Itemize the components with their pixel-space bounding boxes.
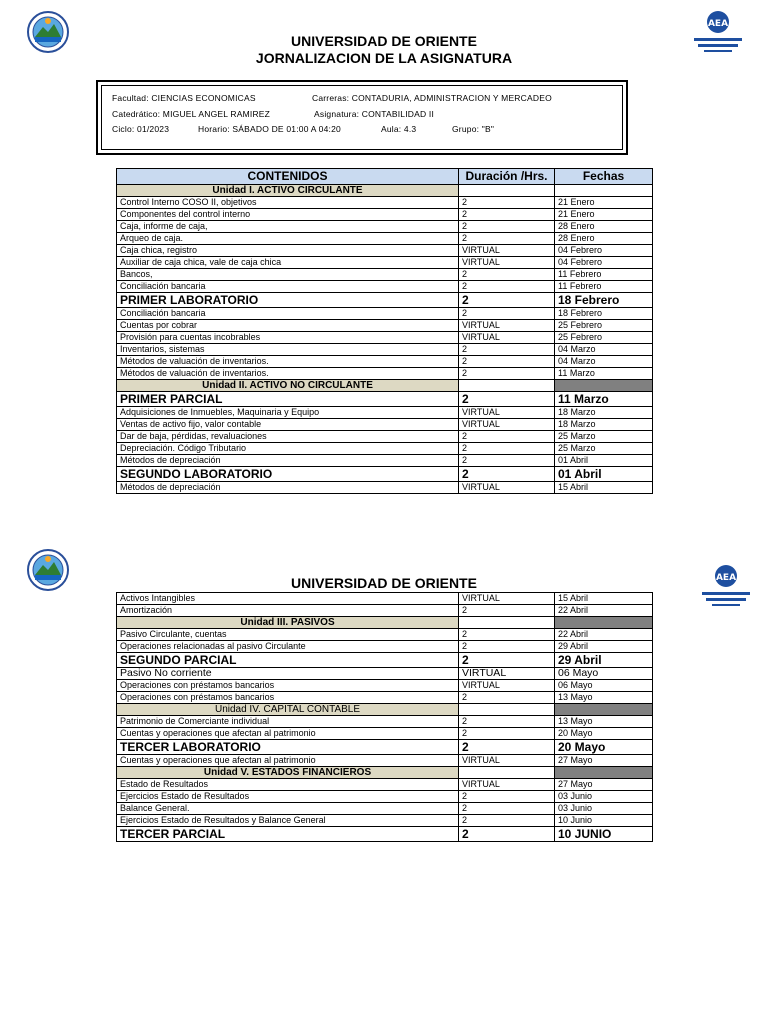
content-cell: TERCER PARCIAL bbox=[117, 827, 459, 842]
evaluation-row bbox=[117, 827, 653, 842]
date-cell: 15 Abril bbox=[555, 593, 653, 605]
date-cell: 25 Marzo bbox=[555, 431, 653, 443]
date-cell: 20 Mayo bbox=[555, 728, 653, 740]
duration-cell: VIRTUAL bbox=[459, 320, 555, 332]
grupo-label: Grupo: "B" bbox=[452, 124, 495, 134]
duration-cell: 2 bbox=[459, 431, 555, 443]
carreras-label: Carreras: CONTADURIA, ADMINISTRACION Y MERCADEO bbox=[312, 93, 552, 103]
date-cell: 01 Abril bbox=[555, 455, 653, 467]
duration-cell: 2 bbox=[459, 368, 555, 380]
content-cell: Unidad V. ESTADOS FINANCIEROS bbox=[117, 767, 459, 779]
aula-label: Aula: 4.3 bbox=[381, 124, 417, 134]
date-cell bbox=[555, 704, 653, 716]
date-cell bbox=[555, 617, 653, 629]
duration-cell: 2 bbox=[459, 641, 555, 653]
duration-cell: 2 bbox=[459, 197, 555, 209]
duration-cell: VIRTUAL bbox=[459, 419, 555, 431]
duration-cell bbox=[459, 185, 555, 197]
date-cell: 18 Marzo bbox=[555, 419, 653, 431]
date-cell: 13 Mayo bbox=[555, 716, 653, 728]
content-cell: Balance General. bbox=[117, 803, 459, 815]
table-row bbox=[117, 668, 653, 680]
evaluation-row bbox=[117, 653, 653, 668]
duration-cell: 2 bbox=[459, 803, 555, 815]
content-cell: Dar de baja, pérdidas, revaluaciones bbox=[117, 431, 459, 443]
header-contenidos: CONTENIDOS bbox=[117, 169, 459, 185]
table-row bbox=[117, 407, 653, 419]
date-cell: 28 Enero bbox=[555, 233, 653, 245]
content-cell: Unidad I. ACTIVO CIRCULANTE bbox=[117, 185, 459, 197]
date-cell: 03 Junio bbox=[555, 791, 653, 803]
unit-header-row bbox=[117, 185, 653, 197]
content-cell: Patrimonio de Comerciante individual bbox=[117, 716, 459, 728]
table-row bbox=[117, 269, 653, 281]
content-cell: Depreciación. Código Tributario bbox=[117, 443, 459, 455]
content-cell: Ejercicios Estado de Resultados y Balance General bbox=[117, 815, 459, 827]
table-row bbox=[117, 308, 653, 320]
duration-cell: 2 bbox=[459, 356, 555, 368]
date-cell: 06 Mayo bbox=[555, 668, 653, 680]
table-row bbox=[117, 803, 653, 815]
content-cell: Amortización bbox=[117, 605, 459, 617]
duration-cell: 2 bbox=[459, 629, 555, 641]
content-cell: SEGUNDO LABORATORIO bbox=[117, 467, 459, 482]
content-cell: Unidad III. PASIVOS bbox=[117, 617, 459, 629]
content-cell: Adquisiciones de Inmuebles, Maquinaria y Equipo bbox=[117, 407, 459, 419]
table-row bbox=[117, 356, 653, 368]
content-cell: Control Interno COSO II, objetivos bbox=[117, 197, 459, 209]
unit-header-row bbox=[117, 704, 653, 716]
date-cell: 11 Marzo bbox=[555, 368, 653, 380]
duration-cell bbox=[459, 380, 555, 392]
content-cell: TERCER LABORATORIO bbox=[117, 740, 459, 755]
duration-cell: 2 bbox=[459, 605, 555, 617]
content-cell: Ejercicios Estado de Resultados bbox=[117, 791, 459, 803]
table-row bbox=[117, 368, 653, 380]
duration-cell: 2 bbox=[459, 692, 555, 704]
date-cell: 18 Marzo bbox=[555, 407, 653, 419]
date-cell: 11 Marzo bbox=[555, 392, 653, 407]
table-row bbox=[117, 431, 653, 443]
duration-cell: 2 bbox=[459, 455, 555, 467]
evaluation-row bbox=[117, 293, 653, 308]
content-cell: Estado de Resultados bbox=[117, 779, 459, 791]
unit-header-row bbox=[117, 617, 653, 629]
table-row bbox=[117, 755, 653, 767]
table-row bbox=[117, 593, 653, 605]
duration-cell: 2 bbox=[459, 653, 555, 668]
duration-cell: VIRTUAL bbox=[459, 332, 555, 344]
date-cell: 25 Marzo bbox=[555, 443, 653, 455]
content-cell: PRIMER LABORATORIO bbox=[117, 293, 459, 308]
duration-cell: 2 bbox=[459, 815, 555, 827]
unit-header-row bbox=[117, 380, 653, 392]
duration-cell: VIRTUAL bbox=[459, 755, 555, 767]
content-cell: Métodos de valuación de inventarios. bbox=[117, 356, 459, 368]
date-cell: 20 Mayo bbox=[555, 740, 653, 755]
content-cell: Métodos de depreciación bbox=[117, 455, 459, 467]
table-row bbox=[117, 680, 653, 692]
date-cell bbox=[555, 767, 653, 779]
table-row bbox=[117, 455, 653, 467]
date-cell: 03 Junio bbox=[555, 803, 653, 815]
date-cell: 25 Febrero bbox=[555, 320, 653, 332]
content-cell: Conciliación bancaria bbox=[117, 281, 459, 293]
content-cell: Caja, informe de caja, bbox=[117, 221, 459, 233]
duration-cell: 2 bbox=[459, 209, 555, 221]
date-cell: 15 Abril bbox=[555, 482, 653, 494]
document-title: JORNALIZACION DE LA ASIGNATURA bbox=[255, 50, 513, 66]
svg-text:AEA: AEA bbox=[715, 573, 737, 583]
date-cell bbox=[555, 185, 653, 197]
evaluation-row bbox=[117, 740, 653, 755]
catedratico-label: Catedrático: MIGUEL ANGEL RAMIREZ bbox=[112, 109, 271, 119]
facultad-label: Facultad: CIENCIAS ECONOMICAS bbox=[112, 93, 256, 103]
duration-cell: 2 bbox=[459, 443, 555, 455]
content-cell: SEGUNDO PARCIAL bbox=[117, 653, 459, 668]
evaluation-row bbox=[117, 467, 653, 482]
table-row bbox=[117, 257, 653, 269]
duration-cell bbox=[459, 767, 555, 779]
content-cell: Arqueo de caja. bbox=[117, 233, 459, 245]
duration-cell: VIRTUAL bbox=[459, 482, 555, 494]
date-cell: 28 Enero bbox=[555, 221, 653, 233]
duration-cell: 2 bbox=[459, 233, 555, 245]
duration-cell: 2 bbox=[459, 344, 555, 356]
table-row bbox=[117, 716, 653, 728]
table-row bbox=[117, 815, 653, 827]
header-duracion: Duración /Hrs. bbox=[459, 169, 555, 185]
date-cell: 25 Febrero bbox=[555, 332, 653, 344]
duration-cell: VIRTUAL bbox=[459, 257, 555, 269]
evaluation-row bbox=[117, 392, 653, 407]
content-cell: Bancos, bbox=[117, 269, 459, 281]
content-cell: Operaciones relacionadas al pasivo Circulante bbox=[117, 641, 459, 653]
duration-cell: 2 bbox=[459, 293, 555, 308]
schedule-table-page1 bbox=[116, 168, 653, 494]
table-row bbox=[117, 281, 653, 293]
horario-label: Horario: SÁBADO DE 01:00 A 04:20 bbox=[198, 124, 341, 134]
content-cell: Caja chica, registro bbox=[117, 245, 459, 257]
content-cell: PRIMER PARCIAL bbox=[117, 392, 459, 407]
duration-cell: VIRTUAL bbox=[459, 779, 555, 791]
duration-cell bbox=[459, 617, 555, 629]
duration-cell: 2 bbox=[459, 467, 555, 482]
duration-cell: 2 bbox=[459, 269, 555, 281]
content-cell: Cuentas por cobrar bbox=[117, 320, 459, 332]
content-cell: Operaciones con préstamos bancarios bbox=[117, 680, 459, 692]
table-row bbox=[117, 443, 653, 455]
duration-cell: 2 bbox=[459, 281, 555, 293]
content-cell: Cuentas y operaciones que afectan al patrimonio bbox=[117, 755, 459, 767]
date-cell: 27 Mayo bbox=[555, 755, 653, 767]
table-row bbox=[117, 779, 653, 791]
table-row bbox=[117, 320, 653, 332]
table-row bbox=[117, 332, 653, 344]
table-row bbox=[117, 209, 653, 221]
date-cell: 18 Febrero bbox=[555, 293, 653, 308]
university-title: UNIVERSIDAD DE ORIENTE bbox=[291, 33, 477, 49]
date-cell: 22 Abril bbox=[555, 629, 653, 641]
duration-cell: VIRTUAL bbox=[459, 245, 555, 257]
duration-cell: 2 bbox=[459, 791, 555, 803]
asignatura-label: Asignatura: CONTABILIDAD II bbox=[314, 109, 435, 119]
date-cell: 11 Febrero bbox=[555, 269, 653, 281]
table-row bbox=[117, 221, 653, 233]
table-row bbox=[117, 344, 653, 356]
svg-text:AEA: AEA bbox=[707, 19, 729, 29]
table-row bbox=[117, 482, 653, 494]
content-cell: Activos Intangibles bbox=[117, 593, 459, 605]
duration-cell: 2 bbox=[459, 716, 555, 728]
duration-cell: 2 bbox=[459, 392, 555, 407]
duration-cell: VIRTUAL bbox=[459, 593, 555, 605]
date-cell: 04 Febrero bbox=[555, 257, 653, 269]
duration-cell: VIRTUAL bbox=[459, 668, 555, 680]
content-cell: Inventarios, sistemas bbox=[117, 344, 459, 356]
date-cell: 10 JUNIO bbox=[555, 827, 653, 842]
table-row bbox=[117, 245, 653, 257]
content-cell: Operaciones con préstamos bancarios bbox=[117, 692, 459, 704]
duration-cell: VIRTUAL bbox=[459, 407, 555, 419]
content-cell: Pasivo Circulante, cuentas bbox=[117, 629, 459, 641]
date-cell: 04 Marzo bbox=[555, 344, 653, 356]
date-cell: 29 Abril bbox=[555, 653, 653, 668]
date-cell: 27 Mayo bbox=[555, 779, 653, 791]
date-cell: 13 Mayo bbox=[555, 692, 653, 704]
unit-header-row bbox=[117, 767, 653, 779]
table-row bbox=[117, 233, 653, 245]
duration-cell: VIRTUAL bbox=[459, 680, 555, 692]
content-cell: Conciliación bancaria bbox=[117, 308, 459, 320]
content-cell: Métodos de depreciación bbox=[117, 482, 459, 494]
university-title-page2: UNIVERSIDAD DE ORIENTE bbox=[291, 575, 477, 591]
content-cell: Componentes del control interno bbox=[117, 209, 459, 221]
content-cell: Métodos de valuación de inventarios. bbox=[117, 368, 459, 380]
date-cell: 29 Abril bbox=[555, 641, 653, 653]
date-cell: 01 Abril bbox=[555, 467, 653, 482]
table-header-row bbox=[117, 169, 653, 185]
content-cell: Ventas de activo fijo, valor contable bbox=[117, 419, 459, 431]
content-cell: Auxiliar de caja chica, vale de caja chica bbox=[117, 257, 459, 269]
content-cell: Pasivo No corriente bbox=[117, 668, 459, 680]
date-cell: 10 Junio bbox=[555, 815, 653, 827]
duration-cell: 2 bbox=[459, 827, 555, 842]
duration-cell: 2 bbox=[459, 308, 555, 320]
table-row bbox=[117, 791, 653, 803]
table-row bbox=[117, 605, 653, 617]
date-cell: 04 Febrero bbox=[555, 245, 653, 257]
duration-cell: 2 bbox=[459, 728, 555, 740]
date-cell: 18 Febrero bbox=[555, 308, 653, 320]
content-cell: Cuentas y operaciones que afectan al patrimonio bbox=[117, 728, 459, 740]
date-cell: 21 Enero bbox=[555, 197, 653, 209]
duration-cell bbox=[459, 704, 555, 716]
schedule-table-page2 bbox=[116, 592, 653, 842]
content-cell: Unidad II. ACTIVO NO CIRCULANTE bbox=[117, 380, 459, 392]
date-cell: 06 Mayo bbox=[555, 680, 653, 692]
content-cell: Provisión para cuentas incobrables bbox=[117, 332, 459, 344]
duration-cell: 2 bbox=[459, 221, 555, 233]
table-row bbox=[117, 692, 653, 704]
header-fechas: Fechas bbox=[555, 169, 653, 185]
table-row bbox=[117, 629, 653, 641]
date-cell: 21 Enero bbox=[555, 209, 653, 221]
table-row bbox=[117, 641, 653, 653]
date-cell: 22 Abril bbox=[555, 605, 653, 617]
date-cell bbox=[555, 380, 653, 392]
table-row bbox=[117, 419, 653, 431]
ciclo-label: Ciclo: 01/2023 bbox=[112, 124, 170, 134]
date-cell: 04 Marzo bbox=[555, 356, 653, 368]
content-cell: Unidad IV. CAPITAL CONTABLE bbox=[117, 704, 459, 716]
date-cell: 11 Febrero bbox=[555, 281, 653, 293]
table-row bbox=[117, 197, 653, 209]
duration-cell: 2 bbox=[459, 740, 555, 755]
table-row bbox=[117, 728, 653, 740]
